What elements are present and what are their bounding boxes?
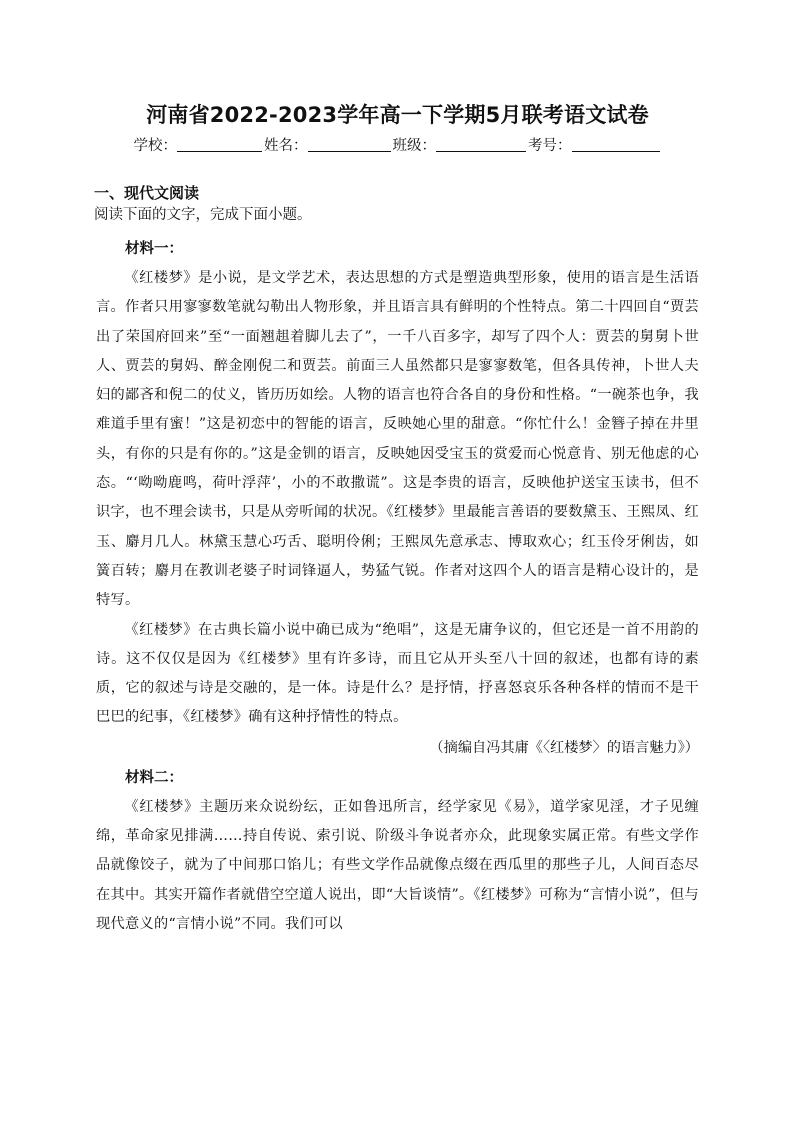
name-blank [308, 135, 391, 152]
material-one-label: 材料一： [125, 240, 183, 257]
exam-title: 河南省2022-2023学年高一下学期5月联考语文试卷 [146, 103, 649, 127]
reading-instruction: 阅读下面的文字，完成下面小题。 [94, 207, 312, 223]
material-two-label: 材料二： [125, 768, 183, 786]
material-two-paragraph-1: 《红楼梦》主题历来众说纷纭，正如鲁迅所言，经学家见《易》，道学家见淫，才子见缠绵，革命家见排满……持自传说、索引说、阶级斗争说者亦众，此现象实属正常。有些文学作品就像饺子，就为了中间那口馅儿；有些文学作品就像点缀在西瓜里的那些子儿，人间百态尽在其中。其实开篇作者就借空空道人说出，即“大旨谈情”。《红楼梦》可称为“言情小说”，但与现代意义的“言情小说”不同。我们可以 [96, 798, 699, 932]
section-heading: 一、现代文阅读 [94, 184, 200, 202]
school-label: 学校： [133, 138, 177, 154]
material-one-source: （摘编自冯其庸《〈红楼梦〉的语言魅力》） [429, 739, 699, 756]
exam-number-label: 考号： [528, 138, 572, 154]
class-blank [436, 135, 526, 152]
class-label: 班级： [392, 138, 436, 154]
school-blank [177, 135, 262, 152]
name-label: 姓名： [264, 138, 308, 154]
material-one-paragraph-1: 《红楼梦》是小说，是文学艺术，表达思想的方式是塑造典型形象，使用的语言是生活语言。作者只用寥寥数笔就勾勒出人物形象，并且语言具有鲜明的个性特点。第二十四回自“贾芸出了荣国府回来”至“一面翘趄着脚儿去了”，一千八百多字，却写了四个人：贾芸的舅舅卜世人、贾芸的舅妈、醉金刚倪二和贾芸。前面三人虽然都只是寥寥数笔，但各具传神，卜世人夫妇的鄙吝和倪二的仗义，皆历历如绘。人物的语言也符合各自的身份和性格。“一碗茶也争，我难道手里有蜜！”这是初恋中的智能的语言，反映她心里的甜意。“你忙什么！金簪子掉在井里头，有你的只是有你的。”这是金钏的语言，反映她因受宝玉的赏爱而心悦意肯、别无他虑的心态。“‘呦呦鹿鸣，荷叶浮萍’，小的不敢撒谎”。这是李贵的语言，反映他护送宝玉读书，但不识字，也不理会读书，只是从旁听闻的状况。《红楼梦》里最能言善语的要数黛玉、王熙凤、红玉、麝月几人。林黛玉慧心巧舌、聪明伶俐；王熙凤先意承志、博取欢心；红玉伶牙俐齿，如簧百转；麝月在教训老婆子时词锋逼人，势猛气锐。作者对这四个人的语言是精心设计的，是特写。 [96, 270, 699, 609]
student-info-line [96, 134, 699, 158]
material-one-paragraph-2: 《红楼梦》在古典长篇小说中确已成为“绝唱”，这是无庸争议的，但它还是一首不用韵的诗。这不仅仅是因为《红楼梦》里有许多诗，而且它从开头至八十回的叙述，也都有诗的素质，它的叙述与诗是交融的，是一体。诗是什么？是抒情，抒喜怒哀乐各种各样的情而不是干巴巴的纪事，《红楼梦》确有这种抒情性的特点。 [96, 621, 699, 726]
exam-number-blank [572, 135, 660, 152]
